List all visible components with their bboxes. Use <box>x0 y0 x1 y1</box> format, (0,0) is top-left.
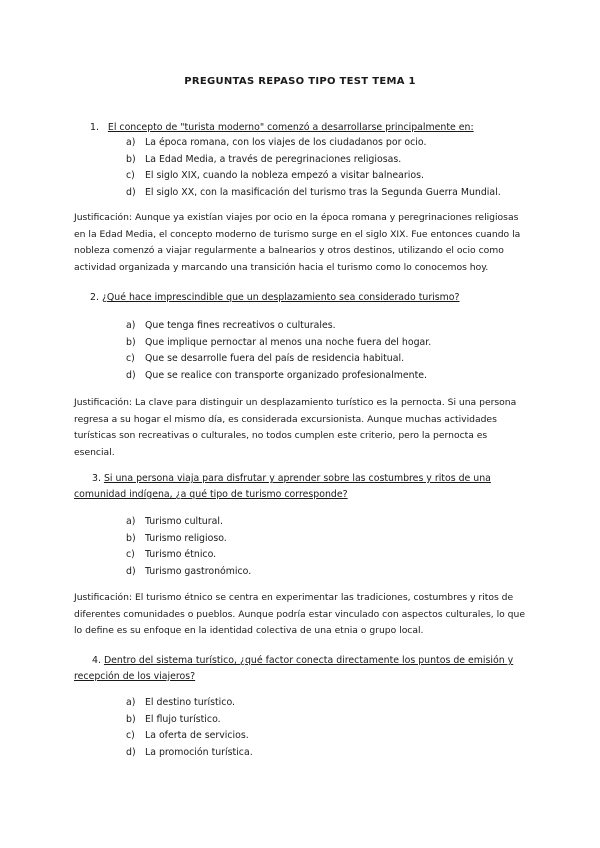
option-text: Turismo gastronómico. <box>145 565 252 577</box>
option-4b <box>126 712 253 729</box>
option-3a <box>126 514 251 531</box>
justification-1: Justificación: Aunque ya existían viajes por ocio en la época romana y peregrinaciones religiosas en la Edad Media, el concepto moderno de turismo surge en el siglo XIX. Fue entonces cuando la nobleza comenzó a viajar regularmente a balnearios y otros destinos, utilizando el ocio como actividad organizada y marcando una transición hacia el turismo como lo conocemos hoy. <box>74 212 521 274</box>
question-4-text: Dentro del sistema turístico, ¿qué factor conecta directamente los puntos de emisión y recepción de los viajeros? <box>74 655 514 682</box>
option-text: La Edad Media, a través de peregrinaciones religiosas. <box>145 153 402 165</box>
option-text: Que tenga fines recreativos o culturales. <box>145 320 336 331</box>
option-letter: b) <box>126 532 136 544</box>
option-3d <box>126 564 251 581</box>
option-letter: c) <box>126 549 135 560</box>
question-3-text: Si una persona viaja para disfrutar y aprender sobre las costumbres y ritos de una comunidad indígena, ¿a qué tipo de turismo corresponde? <box>74 473 491 500</box>
question-4-number: 4. <box>92 655 101 666</box>
option-text: Turismo religioso. <box>145 532 227 544</box>
option-letter: a) <box>126 697 136 708</box>
option-4c <box>126 728 253 745</box>
option-letter: c) <box>126 170 135 181</box>
option-letter: c) <box>126 730 135 741</box>
option-text: Turismo étnico. <box>145 549 217 560</box>
question-1 <box>90 120 530 136</box>
question-3-options <box>126 514 251 580</box>
option-letter: a) <box>126 137 136 148</box>
option-text: Que implique pernoctar al menos una noche fuera del hogar. <box>145 336 432 348</box>
option-1c <box>126 168 501 185</box>
question-2 <box>90 290 530 306</box>
question-1-text: El concepto de "turista moderno" comenzó a desarrollarse principalmente en: <box>107 122 474 133</box>
option-3c <box>126 547 251 564</box>
option-4d <box>126 745 253 762</box>
option-letter: d) <box>126 746 136 758</box>
option-2b <box>126 335 431 352</box>
justification-3: Justificación: El turismo étnico se centra en experimentar las tradiciones, costumbres y ritos de diferentes comunidades o pueblos. Aunque podría estar vinculado con aspectos culturales, lo que lo define es su enfoque en la identidad colectiva de una etnia o grupo local. <box>74 592 525 637</box>
option-text: La oferta de servicios. <box>145 730 249 741</box>
option-text: Que se desarrolle fuera del país de residencia habitual. <box>145 353 405 364</box>
option-letter: d) <box>126 186 136 198</box>
option-text: La promoción turística. <box>145 746 253 758</box>
question-2-number: 2. <box>90 292 99 303</box>
option-letter: a) <box>126 320 136 331</box>
option-1d <box>126 185 501 202</box>
option-letter: b) <box>126 153 136 165</box>
option-2a <box>126 318 431 335</box>
option-1a <box>126 135 501 152</box>
option-4a <box>126 695 253 712</box>
option-2d <box>126 368 431 385</box>
question-3 <box>74 471 526 503</box>
option-1b <box>126 152 501 169</box>
option-text: El flujo turístico. <box>145 713 221 725</box>
option-letter: b) <box>126 336 136 348</box>
option-text: El siglo XIX, cuando la nobleza empezó a visitar balnearios. <box>145 170 424 181</box>
option-3b <box>126 531 251 548</box>
option-letter: a) <box>126 516 136 527</box>
question-4-options <box>126 695 253 761</box>
option-2c <box>126 351 431 368</box>
option-letter: b) <box>126 713 136 725</box>
option-letter: d) <box>126 565 136 577</box>
question-2-options <box>126 318 431 384</box>
page-title: PREGUNTAS REPASO TIPO TEST TEMA 1 <box>184 76 416 87</box>
question-3-number: 3. <box>92 473 101 484</box>
option-text: Que se realice con transporte organizado profesionalmente. <box>145 369 428 381</box>
option-text: El siglo XX, con la masificación del turismo tras la Segunda Guerra Mundial. <box>145 186 501 198</box>
option-letter: c) <box>126 353 135 364</box>
question-4 <box>74 653 526 685</box>
option-text: El destino turístico. <box>145 697 235 708</box>
question-1-number: 1. <box>90 122 99 133</box>
option-text: La época romana, con los viajes de los ciudadanos por ocio. <box>145 137 427 148</box>
option-text: Turismo cultural. <box>145 516 223 527</box>
question-1-options <box>126 135 501 201</box>
justification-2: Justificación: La clave para distinguir un desplazamiento turístico es la pernocta. Si una persona regresa a su hogar el mismo día, es considerada excursionista. Aunque muchas actividades turísticas son recreativas o culturales, no todos cumplen este criterio, pero la pernocta es esencial. <box>74 397 517 459</box>
option-letter: d) <box>126 369 136 381</box>
question-2-text: ¿Qué hace imprescindible que un desplazamiento sea considerado turismo? <box>101 292 460 303</box>
